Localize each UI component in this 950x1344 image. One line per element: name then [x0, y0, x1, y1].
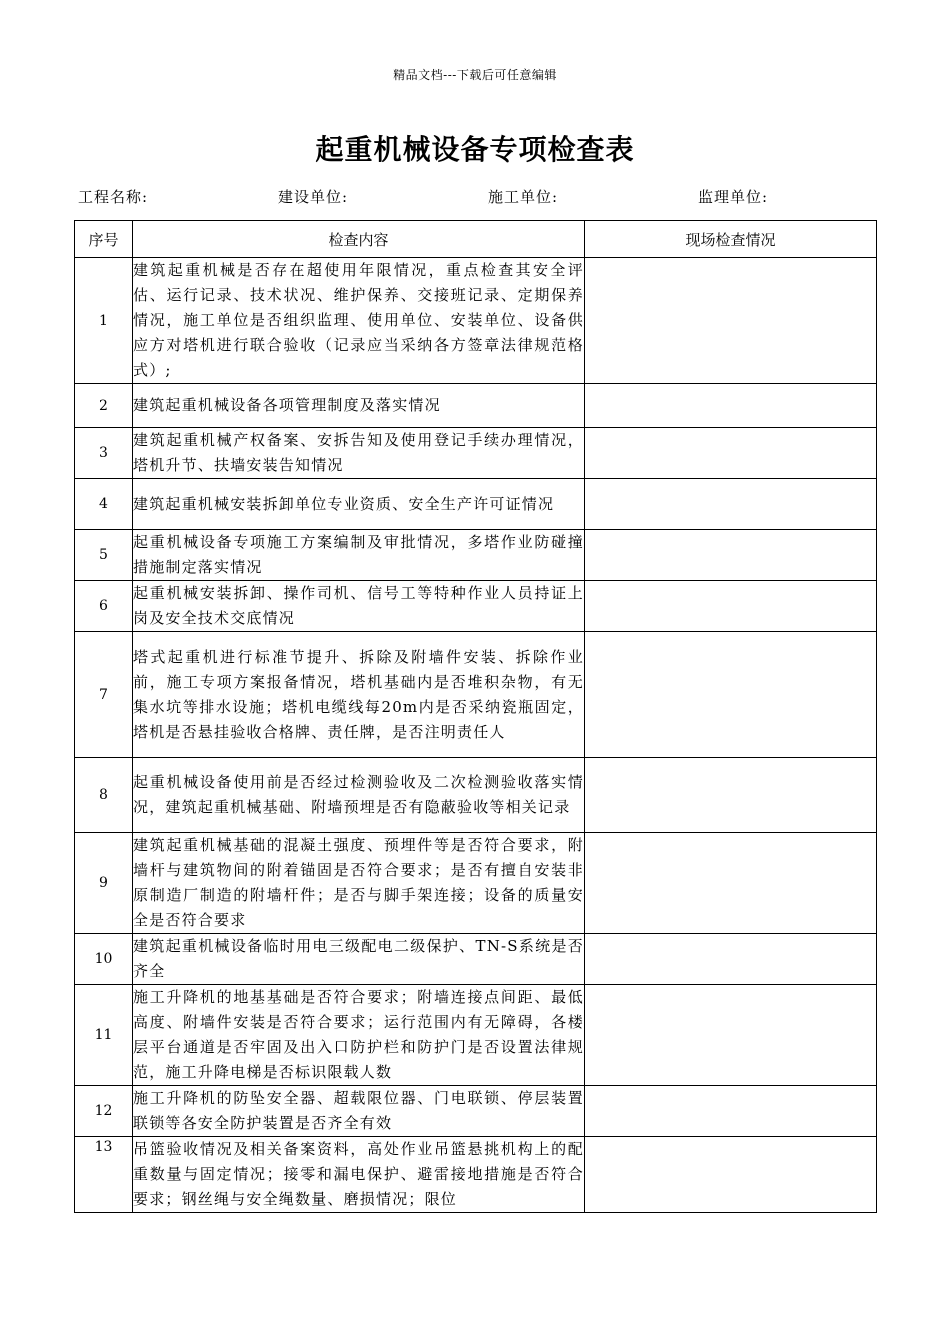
- column-header-content: 检查内容: [133, 221, 585, 258]
- row-result-cell[interactable]: [585, 479, 877, 530]
- table-row: [75, 258, 877, 384]
- table-row: [75, 384, 877, 428]
- row-number: 3: [75, 428, 133, 479]
- row-content: 塔式起重机进行标准节提升、拆除及附墙件安装、拆除作业前，施工专项方案报备情况，塔机基础内是否堆积杂物，有无集水坑等排水设施；塔机电缆线每20m内是否采纳瓷瓶固定，塔机是否悬挂验收合格牌、责任牌，是否注明责任人: [133, 632, 585, 758]
- row-result-cell[interactable]: [585, 384, 877, 428]
- project-name-label: 工程名称:: [78, 188, 149, 206]
- row-result-cell[interactable]: [585, 985, 877, 1086]
- row-number: 11: [75, 985, 133, 1086]
- watermark-text: 精品文档---下载后可任意编辑: [393, 68, 557, 82]
- row-result-cell[interactable]: [585, 833, 877, 934]
- row-content: 施工升降机的防坠安全器、超载限位器、门电联锁、停层装置联锁等各安全防护装置是否齐全有效: [133, 1086, 585, 1137]
- table-row: [75, 985, 877, 1086]
- row-result-cell[interactable]: [585, 758, 877, 833]
- row-number: 12: [75, 1086, 133, 1137]
- row-number: 8: [75, 758, 133, 833]
- row-number: 2: [75, 384, 133, 428]
- table-row: [75, 428, 877, 479]
- row-number: 10: [75, 934, 133, 985]
- row-result-cell[interactable]: [585, 530, 877, 581]
- row-result-cell[interactable]: [585, 258, 877, 384]
- row-number: 1: [75, 258, 133, 384]
- construction-unit-label: 施工单位:: [488, 188, 559, 206]
- row-content: 建筑起重机械基础的混凝土强度、预埋件等是否符合要求，附墙杆与建筑物间的附着锚固是否符合要求；是否有擅自安装非原制造厂制造的附墙杆件；是否与脚手架连接；设备的质量安全是否符合要求: [133, 833, 585, 934]
- meta-fields: [0, 186, 950, 206]
- row-content: 建筑起重机械设备各项管理制度及落实情况: [133, 384, 585, 428]
- column-header-no: 序号: [75, 221, 133, 258]
- row-content: 建筑起重机械安装拆卸单位专业资质、安全生产许可证情况: [133, 479, 585, 530]
- row-number: 7: [75, 632, 133, 758]
- row-result-cell[interactable]: [585, 1137, 877, 1213]
- row-content: 起重机械设备专项施工方案编制及审批情况，多塔作业防碰撞措施制定落实情况: [133, 530, 585, 581]
- builder-label: 建设单位:: [278, 188, 349, 206]
- row-number: 6: [75, 581, 133, 632]
- table-row: [75, 479, 877, 530]
- row-result-cell[interactable]: [585, 934, 877, 985]
- row-result-cell[interactable]: [585, 632, 877, 758]
- row-content: 建筑起重机械是否存在超使用年限情况，重点检查其安全评估、运行记录、技术状况、维护保养、交接班记录、定期保养情况，施工单位是否组织监理、使用单位、安装单位、设备供应方对塔机进行联合验收（记录应当采纳各方签章法律规范格式）;: [133, 258, 585, 384]
- row-content: 建筑起重机械设备临时用电三级配电二级保护、TN-S系统是否齐全: [133, 934, 585, 985]
- row-content: 起重机械设备使用前是否经过检测验收及二次检测验收落实情况，建筑起重机械基础、附墙预埋是否有隐蔽验收等相关记录: [133, 758, 585, 833]
- table-row: [75, 934, 877, 985]
- page-title: 起重机械设备专项检查表: [315, 133, 635, 166]
- table-row: [75, 1137, 877, 1213]
- row-content: 吊篮验收情况及相关备案资料，高处作业吊篮悬挑机构上的配重数量与固定情况；接零和漏电保护、避雷接地措施是否符合要求；钢丝绳与安全绳数量、磨损情况；限位: [133, 1137, 585, 1213]
- row-number: 13: [75, 1137, 133, 1213]
- table-header-row: [75, 221, 877, 258]
- supervisor-label: 监理单位:: [698, 188, 769, 206]
- column-header-result: 现场检查情况: [585, 221, 877, 258]
- table-row: [75, 1086, 877, 1137]
- inspection-table: [74, 220, 877, 1213]
- table-row: [75, 581, 877, 632]
- row-result-cell[interactable]: [585, 1086, 877, 1137]
- table-row: [75, 530, 877, 581]
- row-number: 4: [75, 479, 133, 530]
- row-number: 5: [75, 530, 133, 581]
- row-result-cell[interactable]: [585, 428, 877, 479]
- row-number: 9: [75, 833, 133, 934]
- table-row: [75, 833, 877, 934]
- table-row: [75, 632, 877, 758]
- table-row: [75, 758, 877, 833]
- row-result-cell[interactable]: [585, 581, 877, 632]
- row-content: 建筑起重机械产权备案、安拆告知及使用登记手续办理情况，塔机升节、扶墙安装告知情况: [133, 428, 585, 479]
- row-content: 施工升降机的地基基础是否符合要求；附墙连接点间距、最低高度、附墙件安装是否符合要求；运行范围内有无障碍，各楼层平台通道是否牢固及出入口防护栏和防护门是否设置法律规范，施工升降电梯是否标识限载人数: [133, 985, 585, 1086]
- row-content: 起重机械安装拆卸、操作司机、信号工等特种作业人员持证上岗及安全技术交底情况: [133, 581, 585, 632]
